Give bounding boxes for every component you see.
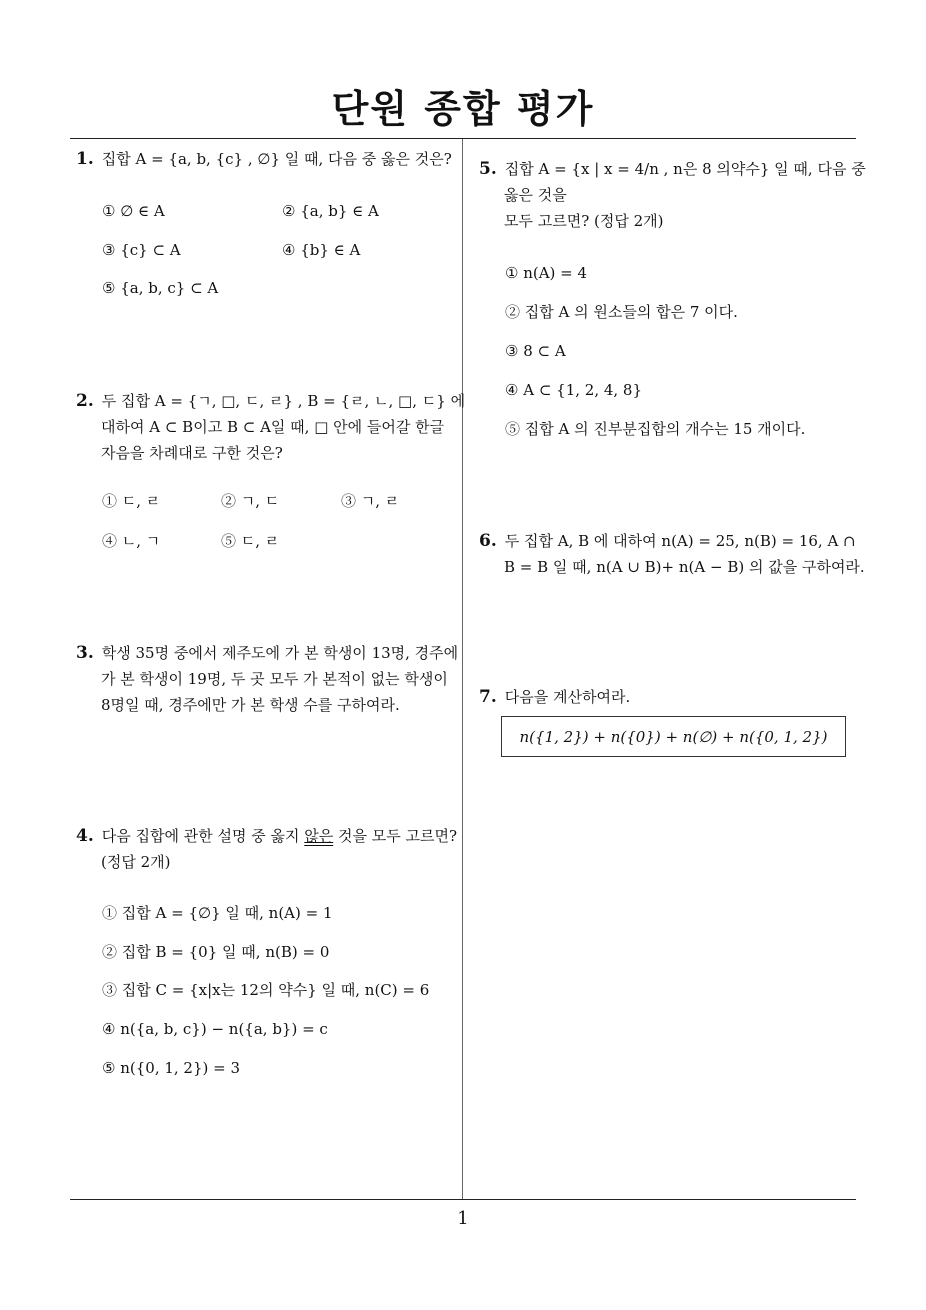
question-2 <box>76 388 465 466</box>
question-text-line: 두 집합 A = {ㄱ, □, ㄷ, ㄹ} , B = {ㄹ, ㄴ, □, ㄷ} 에 <box>101 392 466 410</box>
q4-option-3[interactable]: ③ 집합 C = {x|x는 12의 약수} 일 때, n(C) = 6 <box>102 981 430 999</box>
question-7 <box>479 684 630 710</box>
q5-option-4[interactable]: ④ A ⊂ {1, 2, 4, 8} <box>505 381 643 399</box>
q2-option-5[interactable]: ⑤ ㄷ, ㄹ <box>221 532 280 550</box>
question-text-line: 대하여 A ⊂ B이고 B ⊂ A일 때, □ 안에 들어갈 한글 <box>101 418 445 436</box>
question-text: 것을 모두 고르면? <box>333 827 458 845</box>
q5-option-1[interactable]: ① n(A) = 4 <box>505 264 588 282</box>
q1-option-5[interactable]: ⑤ {a, b, c} ⊂ A <box>102 279 219 297</box>
footer-rule <box>70 1199 856 1200</box>
question-4 <box>76 823 457 875</box>
question-text-line: 8명일 때, 경주에만 가 본 학생 수를 구하여라. <box>101 696 400 714</box>
q1-option-1[interactable]: ① ∅ ∈ A <box>102 202 165 220</box>
page-title: 단원 종합 평가 <box>331 87 595 131</box>
q4-option-1[interactable]: ① 집합 A = {∅} 일 때, n(A) = 1 <box>102 904 333 922</box>
question-text-line: 가 본 학생이 19명, 두 곳 모두 가 본적이 없는 학생이 <box>101 670 448 688</box>
question-text: 다음 집합에 관한 설명 중 옳지 <box>101 827 305 845</box>
question-number: 3. <box>76 643 94 663</box>
page-number: 1 <box>457 1208 469 1229</box>
q1-option-4[interactable]: ④ {b} ∈ A <box>282 241 361 259</box>
question-text: 다음을 계산하여라. <box>504 688 631 706</box>
question-number: 2. <box>76 391 94 411</box>
question-text-line: 집합 A = {x | x = 4/n , n은 8 의약수} 일 때, 다음 중 <box>504 160 866 178</box>
question-5 <box>479 156 866 234</box>
question-text-line: 두 집합 A, B 에 대하여 n(A) = 25, n(B) = 16, A ∩ <box>504 532 856 550</box>
emphasis-text: 않은 <box>304 827 334 845</box>
question-text-line: 모두 고르면? (정답 2개) <box>504 212 664 230</box>
q2-option-2[interactable]: ② ㄱ, ㄷ <box>221 492 280 510</box>
q4-option-5[interactable]: ⑤ n({0, 1, 2}) = 3 <box>102 1059 241 1077</box>
question-number: 7. <box>479 687 497 707</box>
q1-option-2[interactable]: ② {a, b} ∈ A <box>282 202 379 220</box>
question-text-line: 자음을 차례대로 구한 것은? <box>101 444 283 462</box>
q5-option-5[interactable]: ⑤ 집합 A 의 진부분집합의 개수는 15 개이다. <box>505 420 806 438</box>
question-number: 6. <box>479 531 497 551</box>
column-divider <box>462 139 463 1199</box>
question-number: 4. <box>76 826 94 846</box>
q4-option-2[interactable]: ② 집합 B = {0} 일 때, n(B) = 0 <box>102 943 330 961</box>
q4-option-4[interactable]: ④ n({a, b, c}) − n({a, b}) = c <box>102 1020 328 1038</box>
question-text-line: 학생 35명 중에서 제주도에 가 본 학생이 13명, 경주에 <box>101 644 459 662</box>
q1-option-3[interactable]: ③ {c} ⊂ A <box>102 241 181 259</box>
question-text-line: (정답 2개) <box>101 853 171 871</box>
question-text: 집합 A = {a, b, {c} , ∅} 일 때, 다음 중 옳은 것은? <box>101 150 452 168</box>
q5-option-3[interactable]: ③ 8 ⊂ A <box>505 342 566 360</box>
question-6 <box>479 528 865 580</box>
q2-option-4[interactable]: ④ ㄴ, ㄱ <box>102 532 161 550</box>
question-1 <box>76 146 452 172</box>
question-text-line: 옳은 것을 <box>504 186 567 204</box>
question-text-line: B = B 일 때, n(A ∪ B)+ n(A − B) 의 값을 구하여라. <box>504 558 865 576</box>
q5-option-2[interactable]: ② 집합 A 의 원소들의 합은 7 이다. <box>505 303 738 321</box>
expression-box: n({1, 2}) + n({0}) + n(∅) + n({0, 1, 2}) <box>501 716 846 757</box>
question-number: 1. <box>76 149 94 169</box>
header-rule <box>70 138 856 139</box>
q2-option-1[interactable]: ① ㄷ, ㄹ <box>102 492 161 510</box>
question-3 <box>76 640 458 718</box>
q2-option-3[interactable]: ③ ㄱ, ㄹ <box>341 492 400 510</box>
question-number: 5. <box>479 159 497 179</box>
